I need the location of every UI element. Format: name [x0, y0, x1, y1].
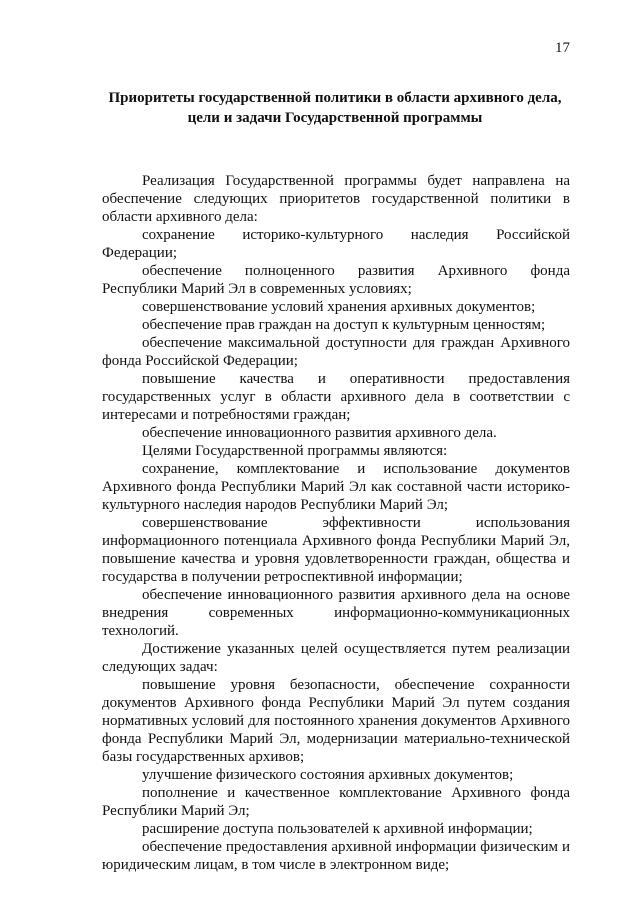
paragraph: обеспечение полноценного развития Архивного фонда Республики Марий Эл в современных условиях; — [102, 263, 570, 297]
body-text — [102, 172, 570, 874]
heading-line-2: цели и задачи Государственной программы — [187, 110, 483, 126]
paragraph: повышение качества и оперативности предоставления государственных услуг в области архивного дела в соответствии с интересами и потребностями граждан; — [102, 371, 570, 423]
paragraph: Реализация Государственной программы будет направлена на обеспечение следующих приоритетов государственной политики в области архивного дела: — [102, 173, 570, 225]
paragraph: расширение доступа пользователей к архивной информации; — [142, 821, 533, 837]
paragraph: обеспечение максимальной доступности для граждан Архивного фонда Российской Федерации; — [102, 335, 570, 369]
paragraph: обеспечение предоставления архивной информации физическим и юридическим лицам, в том числе в электронном виде; — [102, 839, 570, 873]
paragraph: обеспечение инновационного развития архивного дела на основе внедрения современных информационно-коммуникационных технологий. — [102, 587, 570, 639]
paragraph: Целями Государственной программы являются: — [142, 443, 448, 459]
paragraph: совершенствование условий хранения архивных документов; — [142, 299, 536, 315]
paragraph: сохранение, комплектование и использование документов Архивного фонда Республики Марий Эл как составной части историко-культурного наследия народов Республики Марий Эл; — [102, 461, 570, 513]
paragraph: повышение уровня безопасности, обеспечение сохранности документов Архивного фонда Республики Марий Эл путем создания нормативных условий для постоянного хранения документов Архивного фонда Республики Марий Эл, модернизации материально-технической базы государственных архивов; — [102, 677, 570, 765]
paragraph: совершенствование эффективности использования информационного потенциала Архивного фонда Республики Марий Эл, повышение качества и уровня удовлетворенности граждан, общества и государства в получении ретроспективной информации; — [102, 515, 570, 585]
paragraph: обеспечение прав граждан на доступ к культурным ценностям; — [142, 317, 546, 333]
paragraph: обеспечение инновационного развития архивного дела. — [142, 425, 497, 441]
page-number: 17 — [555, 40, 570, 56]
paragraph: Достижение указанных целей осуществляется путем реализации следующих задач: — [102, 641, 570, 675]
paragraph: пополнение и качественное комплектование Архивного фонда Республики Марий Эл; — [102, 785, 570, 819]
heading-line-1: Приоритеты государственной политики в области архивного дела, — [108, 90, 562, 106]
paragraph: улучшение физического состояния архивных документов; — [142, 767, 514, 783]
section-heading — [100, 88, 570, 128]
paragraph: сохранение историко-культурного наследия Российской Федерации; — [102, 227, 570, 261]
